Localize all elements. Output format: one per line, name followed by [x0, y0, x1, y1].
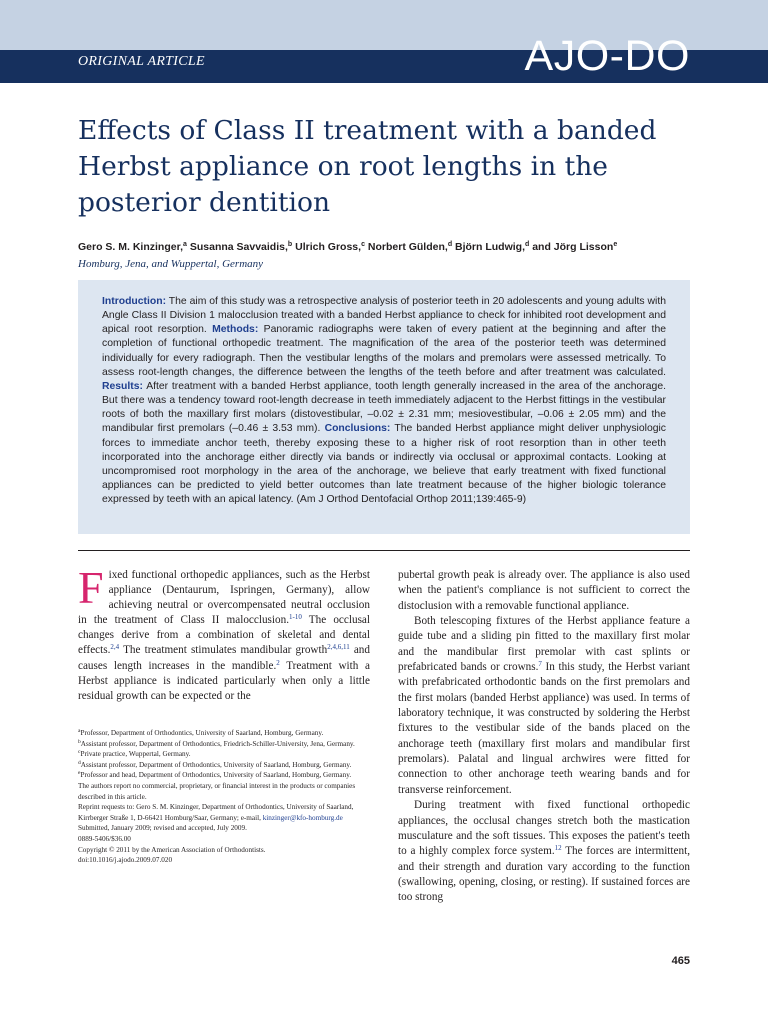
citation-link[interactable]: 7 [538, 660, 542, 669]
footnotes [78, 728, 370, 866]
footnote-text: Professor and head, Department of Orthodontics, University of Saarland, Homburg, Germany. [80, 771, 352, 780]
citation-link[interactable]: 1-10 [289, 613, 302, 622]
body-text: The forces are intermittent, and their strength and duration vary according to the function (swallowing, opening, closing, or resting). If sustained forces are too strong [398, 845, 690, 904]
author-affil-mark: e [613, 241, 618, 248]
article-title: Effects of Class II treatment with a banded Herbst appliance on root lengths in the posterior dentition [78, 115, 657, 218]
abstract-conclusions: The banded Herbst appliance might deliver unphysiologic forces to immediate anchor teeth, thereby exposing these to a higher risk of root resorption than in other teeth incorporated into the anchorage either directly via bands or indirectly via occlusal or approximal contacts. Looking at uncompromised root morphology in the area of the anchorage, we believe that early treatment with fixed functional appliances can be predicted to yield better outcomes than late treatment because of the higher biologic tolerance expressed by teeth with an apical latency. (Am J Orthod Dentofacial Orthop 2011;139:465-9) [102, 423, 667, 506]
author: Norbert Gülden, [367, 241, 448, 253]
citation-link[interactable]: 2 [276, 658, 280, 667]
reprint-text: Reprint requests to: Gero S. M. Kinzinger, Department of Orthodontics, University of Saarland, Kirrberger Straße 1, D-66421 Homburg/Saar, Germany; e-mail, [78, 803, 354, 822]
body-text: and causes length increases in the mandible. [78, 644, 370, 672]
author-affil-mark: c [361, 241, 365, 248]
abstract-introduction-heading: Introduction: [102, 296, 167, 307]
journal-logo: AJO-DO [524, 32, 690, 80]
reprint-requests [78, 802, 370, 823]
footnote-mark: d [78, 759, 81, 766]
footnote-text: Assistant professor, Department of Orthodontics, Friedrich-Schiller-University, Jena, Germany. [80, 739, 355, 748]
paragraph: pubertal growth peak is already over. The appliance is also used when the patient's compliance is not sufficient to correct the distoclusion with a removable functional appliance. [398, 569, 690, 612]
footnote [78, 749, 370, 760]
citation-link[interactable]: 2,4,6,11 [327, 643, 350, 652]
author: Ulrich Gross, [295, 241, 362, 253]
abstract-box [78, 280, 690, 534]
section-label: ORIGINAL ARTICLE [78, 54, 205, 69]
section-divider [78, 550, 690, 551]
paragraph [398, 798, 690, 905]
author-affil-mark: d [447, 241, 453, 248]
abstract-methods-heading: Methods: [212, 324, 259, 336]
abstract-introduction: The aim of this study was a retrospective analysis of posterior teeth in 20 adolescents and young adults with Angle Class II Division 1 malocclusion treated with a banded Herbst appliance to check for inhibited root development and apical root resorption. [102, 296, 666, 336]
abstract-methods: Panoramic radiographs were taken of every patient at the beginning and after the completion of functional orthopedic treatment. The magnification of the area of the posterior teeth was determined individually for every radiograph. Then the vestibular lengths of the molars and premolars were assessed metrically. To assess root-length changes, the difference between the lengths of the teeth before and after treatment was calculated. [102, 324, 667, 378]
author-affil-mark: a [183, 241, 187, 248]
author: Björn Ludwig, [455, 241, 526, 253]
body-text: During treatment with fixed functional orthopedic appliances, the occlusal changes stretch both the mastication musculature and the soft tissues. This exposes the patient's teeth to a highly complex force system. [398, 799, 690, 858]
footnote-mark: e [78, 770, 81, 777]
page-number: 465 [671, 955, 690, 967]
submission-dates: Submitted, January 2009; revised and accepted, July 2009. [78, 824, 247, 833]
author-list [78, 241, 698, 253]
body-text: The occlusal changes derive from a combination of skeletal and dental effects. [78, 614, 370, 657]
body-text: In this study, the Herbst variant with prefabricated orthodontic bands on the first premolars and the first molars (banded Herbst appliance) was used. In terms of laboratory technique, it was constructed by soldering the Herbst fixtures to the vestibular side of the bands placed on the anchorage teeth (maxillary first molars and mandibular first premolars). Palatal and lingual archwires were fitted for connection to other anchorage teeth wearing bands and for transverse reinforcement. [398, 661, 690, 796]
abstract-results: After treatment with a banded Herbst appliance, tooth length generally increased in the area of the anchorage. But there was a tendency toward root-length decrease in teeth immediately adjacent to the Herbst fittings in the vestibular roots of both the maxillary first molars (distovestibular, –0.02 ± 2.31 mm; mesiovestibular, –0.06 ± 2.05 mm) and the mandibular first premolars (–0.46 ± 3.53 mm). [102, 380, 666, 435]
body-text: Both telescoping fixtures of the Herbst appliance feature a guide tube and a sliding pin fitted to the maxillary first molar and the mandibular first premolar with cast splints or prefabricated bands or crowns. [398, 615, 690, 674]
author: Gero S. M. Kinzinger, [78, 241, 184, 253]
drop-cap: F [78, 562, 104, 613]
body-text: The treatment stimulates mandibular growth [119, 644, 328, 657]
footnote [78, 728, 370, 739]
footnote-text: Assistant professor, Department of Orthodontics, University of Saarland, Homburg, Germany. [80, 760, 352, 769]
issn-price: 0889-5406/$36.00 [78, 834, 131, 843]
body-column-left [78, 562, 370, 704]
footnote-mark: c [78, 749, 81, 756]
doi: doi:10.1016/j.ajodo.2009.07.020 [78, 856, 173, 865]
abstract-conclusions-heading: Conclusions: [324, 423, 391, 435]
paragraph [398, 614, 690, 798]
affiliation-locations: Homburg, Jena, and Wuppertal, Germany [78, 258, 264, 270]
footnote-text: Private practice, Wuppertal, Germany. [80, 750, 191, 759]
author-affil-mark: d [525, 241, 530, 248]
footnote [78, 760, 370, 771]
author: Susanna Savvaidis, [189, 241, 288, 253]
email-link[interactable]: kinzinger@kfo-homburg.de [262, 813, 343, 822]
citation-link[interactable]: 2,4 [110, 643, 120, 652]
author-affil-mark: b [287, 241, 293, 248]
footnote-mark: a [78, 728, 81, 734]
abstract-text [102, 295, 666, 507]
footnote-mark: b [78, 738, 81, 745]
body-text: Treatment with a Herbst appliance is indicated particularly when only a little residual growth can be expected or the [78, 659, 370, 702]
body-text: ixed functional orthopedic appliances, such as the Herbst appliance (Dentaurum, Ispringen, Germany), allow achieving neutral or overcompensated neutral occlusion in the treatment of Class II malocclusion. [78, 569, 370, 627]
citation-link[interactable]: 12 [554, 844, 562, 853]
disclosure: The authors report no commercial, proprietary, or financial interest in the products or companies described in this article. [78, 781, 356, 801]
body-column-right [398, 568, 690, 906]
copyright: Copyright © 2011 by the American Association of Orthodontists. [78, 845, 266, 854]
abstract-results-heading: Results: [102, 380, 143, 392]
footnote [78, 739, 370, 750]
footnote [78, 770, 370, 781]
author: and Jörg Lisson [532, 241, 614, 253]
footnote-text: Professor, Department of Orthodontics, University of Saarland, Homburg, Germany. [80, 729, 324, 737]
